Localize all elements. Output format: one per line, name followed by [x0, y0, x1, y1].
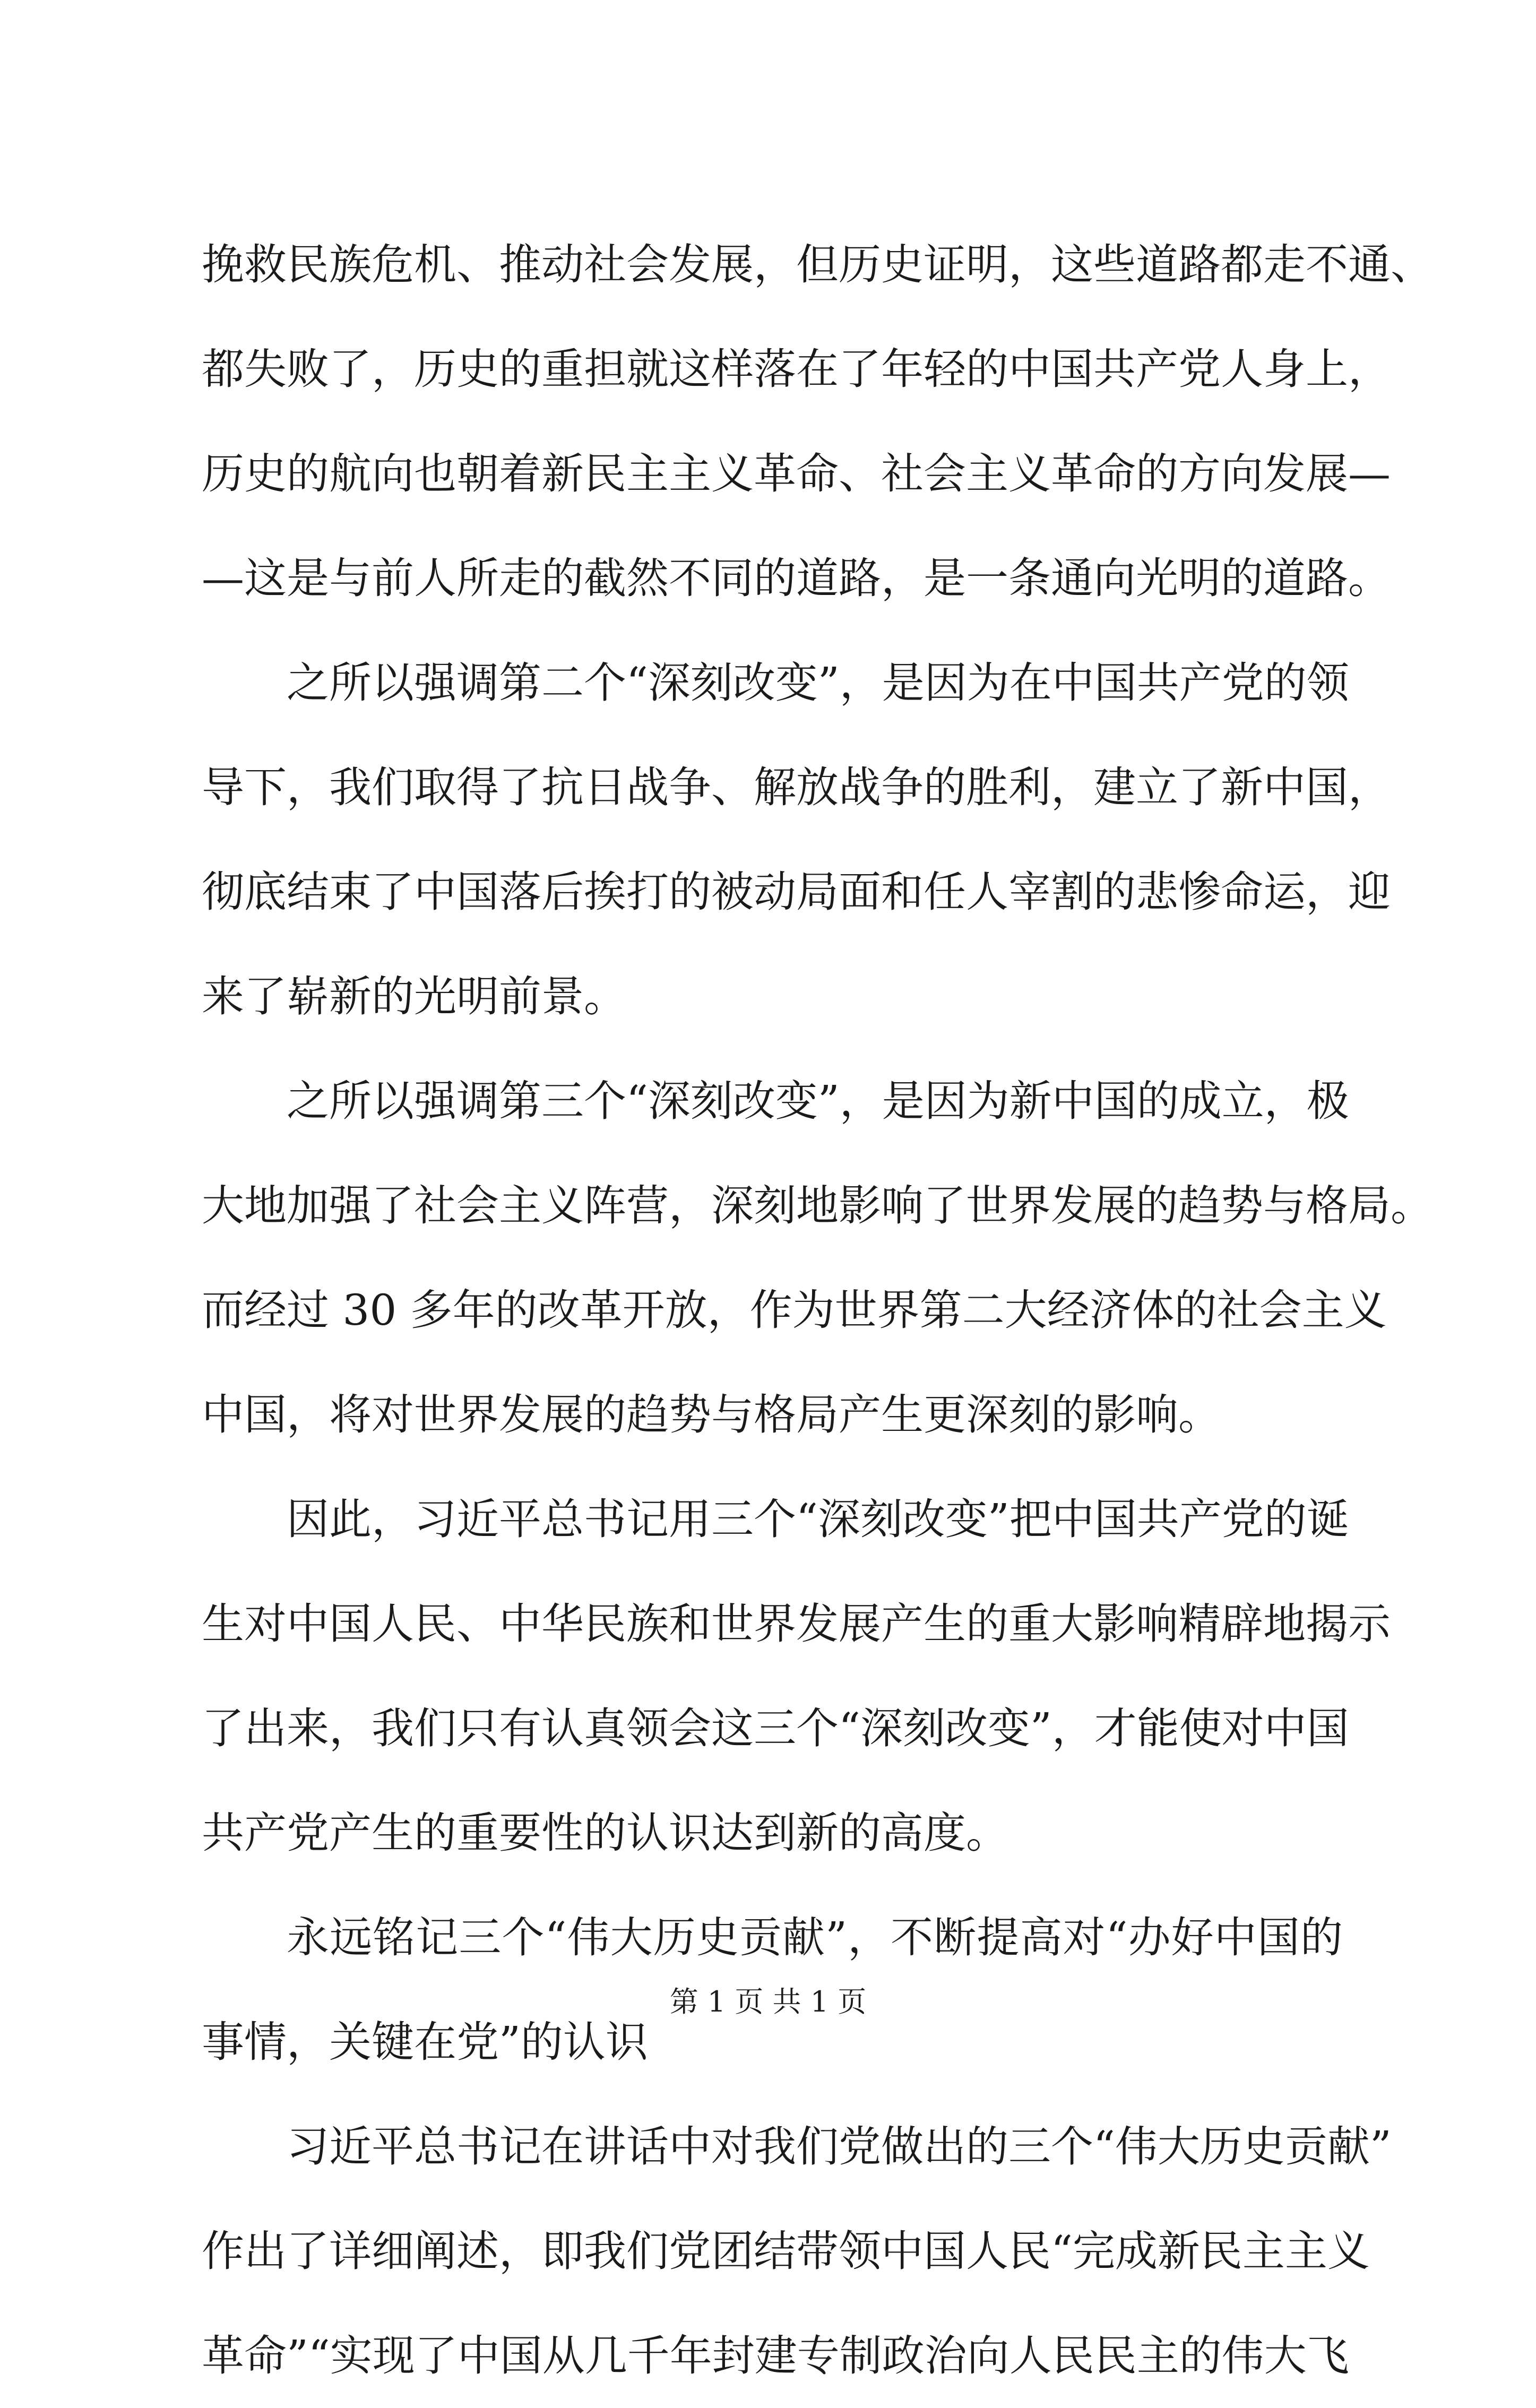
text-line-content: —这是与前人所走的截然不同的道路，是一条通向光明的道路。 [202, 553, 1391, 603]
page-footer [0, 1985, 1536, 2018]
text-line [202, 317, 1391, 421]
text-line-content: 之所以强调第二个“深刻改变”，是因为在中国共产党的领 [287, 658, 1349, 707]
paragraph-first-line [202, 1467, 1349, 1572]
text-line-content: 作出了详细阐述，即我们党团结带领中国人民“完成新民主主义 [202, 2226, 1370, 2276]
text-line [202, 2303, 1349, 2408]
text-line-content: 而经过 30 多年的改革开放，作为世界第二大经济体的社会主义 [202, 1285, 1387, 1335]
text-line [202, 2199, 1370, 2303]
text-line-content: 彻底结束了中国落后挨打的被动局面和任人宰割的悲惨命运，迎 [202, 867, 1391, 917]
text-line-content: 大地加强了社会主义阵营，深刻地影响了世界发展的趋势与格局。 [202, 1180, 1433, 1230]
paragraph-first-line [202, 1049, 1349, 1153]
text-line [202, 1153, 1433, 1258]
text-line-content: 历史的航向也朝着新民主主义革命、社会主义革命的方向发展— [202, 448, 1391, 498]
section-heading-line [202, 1885, 1343, 1990]
text-line-content: 因此，习近平总书记用三个“深刻改变”把中国共产党的诞 [287, 1494, 1349, 1544]
text-line-content: 中国，将对世界发展的趋势与格局产生更深刻的影响。 [202, 1389, 1221, 1439]
text-line [202, 1362, 1343, 1467]
document-body [202, 212, 1433, 2408]
text-line [202, 1676, 1349, 1781]
text-line [202, 1572, 1391, 1676]
text-line [202, 526, 1391, 631]
text-line-content: 革命”“实现了中国从几千年封建专制政治向人民民主的伟大飞 [202, 2331, 1349, 2380]
text-line-content: 生对中国人民、中华民族和世界发展产生的重大影响精辟地揭示 [202, 1599, 1391, 1649]
text-line [202, 840, 1391, 944]
text-line [202, 212, 1433, 317]
text-line [202, 421, 1391, 526]
page-number-label: 第 1 页 共 1 页 [669, 1985, 867, 2018]
text-line-content: 之所以强调第三个“深刻改变”，是因为新中国的成立，极 [287, 1076, 1349, 1126]
text-line-content: 共产党产生的重要性的认识达到新的高度。 [202, 1808, 1008, 1858]
text-line-content: 来了崭新的光明前景。 [202, 971, 626, 1021]
text-line [202, 1781, 1343, 1885]
paragraph-first-line [202, 2094, 1392, 2199]
text-line-content: 永远铭记三个“伟大历史贡献”，不断提高对“办好中国的 [287, 1912, 1343, 1962]
text-line-content: 挽救民族危机、推动社会发展，但历史证明，这些道路都走不通、 [202, 239, 1433, 289]
text-line-content: 导下，我们取得了抗日战争、解放战争的胜利，建立了新中国， [202, 762, 1391, 812]
text-line [202, 735, 1391, 840]
paragraph-first-line [202, 631, 1349, 735]
text-line-content: 习近平总书记在讲话中对我们党做出的三个“伟大历史贡献” [287, 2121, 1392, 2171]
text-line [202, 1258, 1387, 1362]
text-line-content: 都失败了，历史的重担就这样落在了年轻的中国共产党人身上， [202, 344, 1391, 394]
text-line [202, 944, 1343, 1049]
text-line-content: 事情，关键在党”的认识 [202, 2017, 648, 2067]
text-line-content: 了出来，我们只有认真领会这三个“深刻改变”，才能使对中国 [202, 1703, 1349, 1753]
